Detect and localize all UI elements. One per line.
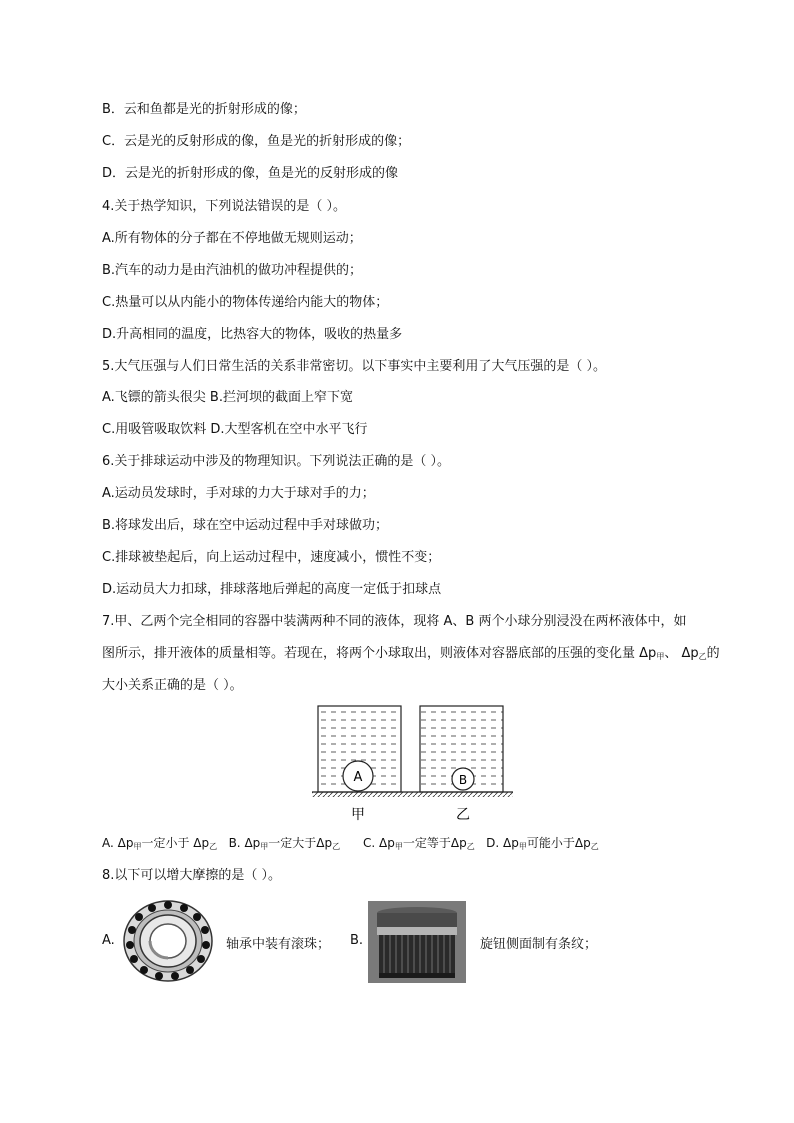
q8-option-a-text: 轴承中装有滚珠；	[226, 937, 331, 952]
q6-option-b: B.将球发出后，球在空中运动过程中手对球做功；	[102, 518, 389, 533]
label-jia: 甲	[351, 807, 365, 823]
q6-option-c: C.排球被垫起后，向上运动过程中，速度减小，惯性不变；	[102, 550, 441, 565]
q4-option-c: C.热量可以从内能小的物体传递给内能大的物体；	[102, 295, 389, 310]
q8-stem: 8.以下可以增大摩擦的是（ ）。	[102, 868, 282, 883]
ball-a-label: A	[353, 770, 363, 785]
q5-stem: 5.大气压强与人们日常生活的关系非常密切。以下事实中主要利用了大气压强的是（ ）。	[102, 359, 607, 374]
q6-option-d: D.运动员大力扣球，排球落地后弹起的高度一定低于扣球点	[102, 582, 442, 597]
q8-options	[102, 895, 742, 985]
q7-options	[102, 835, 599, 855]
q7-option-a: A. $\Delta p_甲$一定小于 $\Delta p_乙$	[102, 836, 218, 851]
q7-figure-containers	[310, 700, 515, 828]
q3-option-b: B．云和鱼都是光的折射形成的像；	[102, 102, 306, 117]
q4-option-d: D.升高相同的温度，比热容大的物体，吸收的热量多	[102, 327, 403, 342]
q6-stem: 6.关于排球运动中涉及的物理知识。下列说法正确的是（ ）。	[102, 454, 451, 469]
q7-stem-line2: 图所示，排开液体的质量相等。若现在，将两个小球取出，则液体对容器底部的压强的变化量 $\Delta p_甲$、 $\Delta p_乙$的	[102, 646, 720, 661]
q8-option-a-label: A.	[102, 933, 115, 948]
q3-option-d: D．云是光的折射形成的像，鱼是光的反射形成的像	[102, 166, 399, 181]
q4-stem: 4.关于热学知识，下列说法错误的是（ ）。	[102, 199, 347, 214]
ball-bearing-image	[116, 897, 216, 983]
q3-option-c: C．云是光的反射形成的像，鱼是光的折射形成的像；	[102, 134, 411, 149]
ball-b-label: B	[458, 773, 468, 787]
q5-options-cd: C.用吸管吸取饮料 D.大型客机在空中水平飞行	[102, 422, 368, 437]
ground-hatching	[312, 792, 513, 797]
q8-option-b-label: B.	[350, 933, 364, 948]
q8-option-b-text: 旋钮侧面制有条纹；	[480, 937, 598, 952]
q7-option-b: B. $\Delta p_甲$一定大于$\Delta p_乙$	[228, 836, 341, 851]
q7-option-d: D. $\Delta p_甲$可能小于$\Delta p_乙$	[486, 836, 599, 851]
q7-option-c: C. $\Delta p_甲$一定等于$\Delta p_乙$	[363, 836, 475, 851]
knob-image	[368, 901, 466, 983]
label-yi: 乙	[456, 807, 470, 823]
q4-option-a: A.所有物体的分子都在不停地做无规则运动；	[102, 231, 362, 246]
q6-option-a: A.运动员发球时，手对球的力大于球对手的力；	[102, 486, 375, 501]
q5-options-ab: A.飞镖的箭头很尖 B.拦河坝的截面上窄下宽	[102, 390, 353, 405]
q4-option-b: B.汽车的动力是由汽油机的做功冲程提供的；	[102, 263, 363, 278]
q7-stem-line1: 7.甲、乙两个完全相同的容器中装满两种不同的液体，现将 A、B 两个小球分别浸没在两杯液体中，如	[102, 614, 687, 629]
q7-stem-line3: 大小关系正确的是（ ）。	[102, 678, 243, 693]
